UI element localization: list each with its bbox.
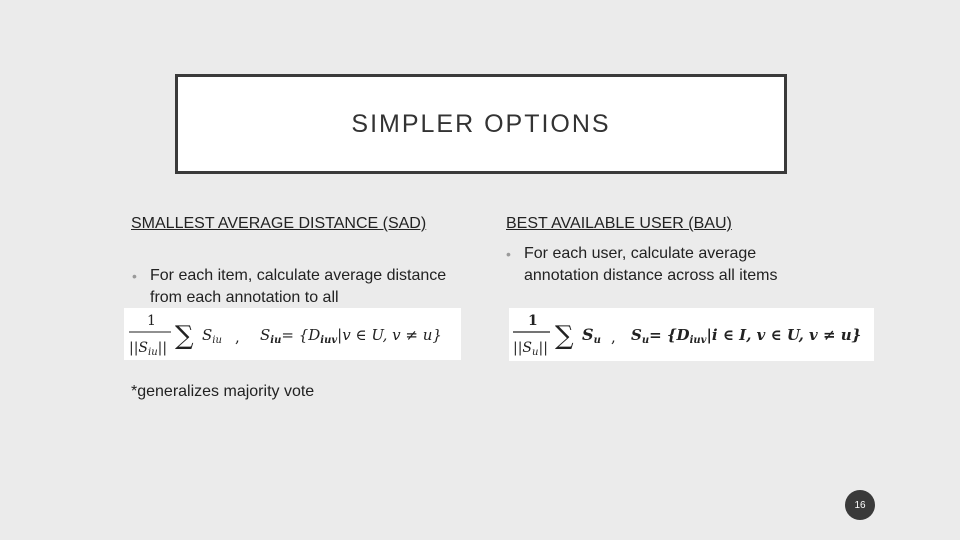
sad-set-def: $S_{iu}= \{D_{iuv}|v$ ∈ U, v ≠ u} xyxy=(260,326,442,346)
bullet-icon: • xyxy=(132,268,137,284)
bau-set-def: $S_u= \{D_{iuv}|i$ ∈ I, v ∈ U, v ≠ u} xyxy=(631,326,862,346)
sad-bullet-text: For each item, calculate average distance from each annotation to all xyxy=(150,267,447,306)
page-number: 16 xyxy=(854,499,866,511)
footnote: *generalizes majority vote xyxy=(131,383,315,400)
sad-summand: $S_{iu}$ xyxy=(202,326,222,346)
slide-title: SIMPLER OPTIONS xyxy=(351,109,611,138)
sad-comma: , xyxy=(235,328,240,346)
bau-heading: BEST AVAILABLE USER (BAU) xyxy=(506,215,732,232)
title-box xyxy=(175,74,787,174)
bau-denominator: $||S_u||$ xyxy=(513,340,548,358)
bau-formula xyxy=(509,308,874,361)
bullet-icon: • xyxy=(506,246,511,262)
sad-heading: SMALLEST AVERAGE DISTANCE (SAD) xyxy=(131,215,427,232)
bau-numerator: 1 xyxy=(528,313,538,329)
sad-sum-symbol: ∑ xyxy=(175,321,194,351)
sad-bullet xyxy=(132,265,450,309)
sad-denominator: $||S_{iu}||$ xyxy=(129,340,168,358)
sad-formula xyxy=(124,308,461,360)
bau-comma: , xyxy=(611,328,616,346)
bau-sum-symbol: ∑ xyxy=(555,321,574,351)
bau-summand: Su xyxy=(582,325,601,346)
sad-numerator: 1 xyxy=(147,313,156,329)
bau-bullet xyxy=(506,243,824,287)
bau-bullet-text: For each user, calculate average annotation distance across all items xyxy=(524,245,778,284)
page-number-badge xyxy=(845,490,875,520)
